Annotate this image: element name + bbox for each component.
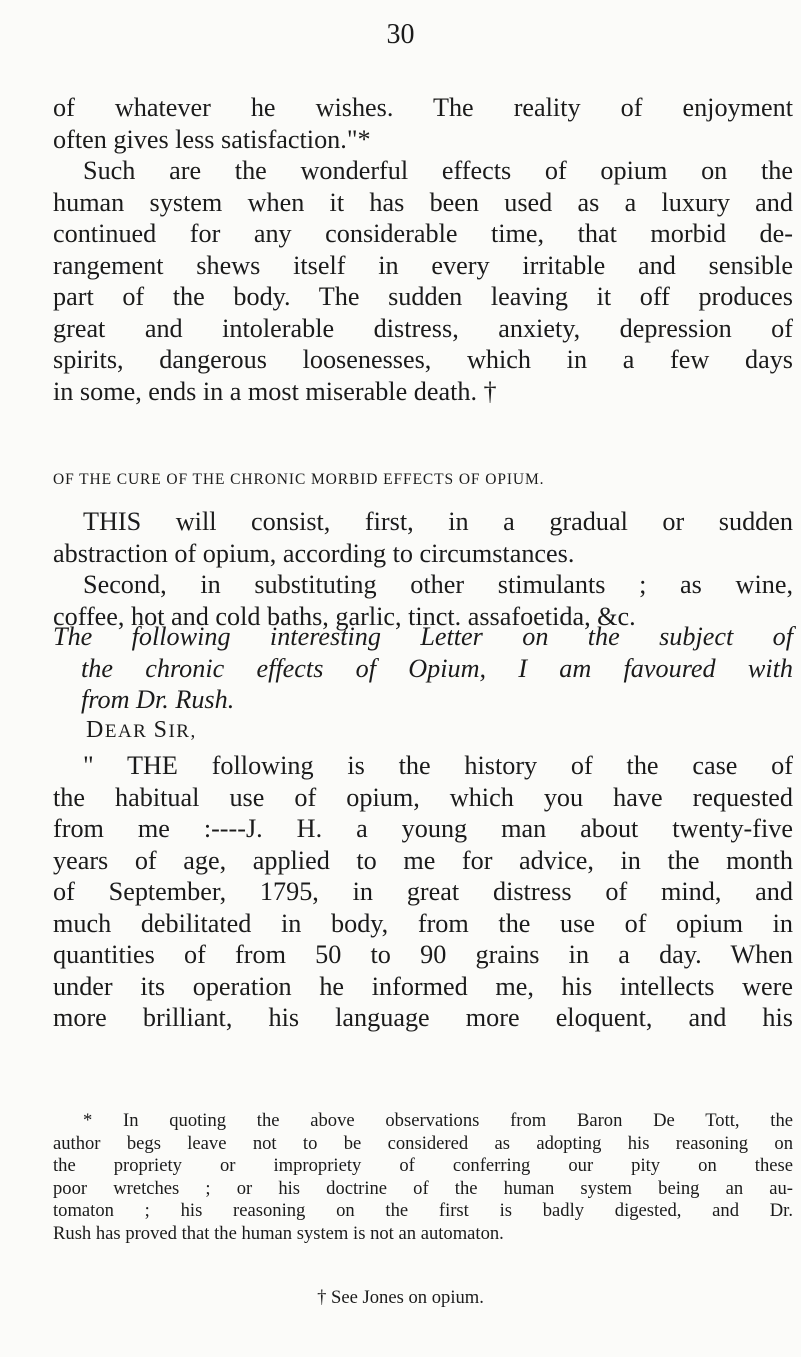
text-line: in some, ends in a most miserable death. † bbox=[53, 376, 497, 406]
text-line: much debilitated in body, from the use of opium in bbox=[53, 908, 793, 938]
text-line: Second, in substituting other stimulants ; as wine, bbox=[83, 570, 793, 599]
text-line: Such are the wonderful effects of opium on the bbox=[83, 156, 793, 185]
salutation-initial: S bbox=[153, 717, 169, 743]
salutation-rest: IR, bbox=[168, 721, 197, 742]
footnote-line: the propriety or impropriety of conferring our pity on these bbox=[53, 1155, 793, 1176]
text-line: great and intolerable distress, anxiety, depression of bbox=[53, 313, 793, 343]
section-heading: OF THE CURE OF THE CHRONIC MORBID EFFECTS OF OPIUM. bbox=[53, 471, 545, 488]
text-line: often gives less satisfaction."* bbox=[53, 124, 371, 154]
footnote-line: tomaton ; his reasoning on the first is badly digested, and Dr. bbox=[53, 1200, 793, 1221]
salutation-initial: D bbox=[86, 717, 105, 743]
paragraph-cure-first bbox=[53, 506, 793, 569]
text-line: of September, 1795, in great distress of mind, and bbox=[53, 877, 793, 906]
letter-salutation bbox=[86, 718, 197, 744]
text-line: the chronic effects of Opium, I am favoured with bbox=[81, 653, 793, 683]
text-line: rangement shews itself in every irritable and sensible bbox=[53, 250, 793, 280]
text-line: The following interesting Letter on the subject of bbox=[53, 622, 793, 651]
footnote-dagger: † See Jones on opium. bbox=[317, 1287, 484, 1308]
footnote-line: author begs leave not to be considered as adopting his reasoning on bbox=[53, 1132, 793, 1154]
salutation-rest: EAR bbox=[104, 721, 148, 742]
letter-introduction bbox=[53, 621, 793, 716]
text-line: from me :----J. H. a young man about twenty-five bbox=[53, 814, 793, 843]
text-line: of whatever he wishes. The reality of enjoyment bbox=[53, 93, 793, 122]
text-line: from Dr. Rush. bbox=[81, 685, 235, 714]
footnote-line: Rush has proved that the human system is not an automaton. bbox=[53, 1222, 504, 1244]
text-line: continued for any considerable time, that morbid de- bbox=[53, 219, 793, 248]
text-line: quantities of from 50 to 90 grains in a day. When bbox=[53, 940, 793, 969]
text-line: abstraction of opium, according to circumstances. bbox=[53, 538, 575, 568]
text-line: " THE following is the history of the case of bbox=[83, 751, 793, 780]
text-line: more brilliant, his language more eloquent, and his bbox=[53, 1003, 793, 1032]
text-line: under its operation he informed me, his intellects were bbox=[53, 971, 793, 1001]
text-line: the habitual use of opium, which you have requested bbox=[53, 782, 793, 812]
text-line: spirits, dangerous loosenesses, which in a few days bbox=[53, 345, 793, 374]
paragraph-continuation bbox=[53, 92, 793, 155]
text-line: human system when it has been used as a luxury and bbox=[53, 187, 793, 217]
text-line: years of age, applied to me for advice, in the month bbox=[53, 845, 793, 875]
footnote-line: * In quoting the above observations from Baron De Tott, the bbox=[83, 1110, 793, 1131]
text-line: THIS will consist, first, in a gradual or sudden bbox=[83, 507, 793, 536]
text-line: coffee, hot and cold baths, garlic, tinct. assafoetida, &c. bbox=[53, 601, 636, 631]
paragraph-effects-of-opium bbox=[53, 155, 793, 407]
footnote-asterisk bbox=[53, 1110, 793, 1245]
footnote-line: poor wretches ; or his doctrine of the human system being an au- bbox=[53, 1177, 793, 1199]
page-number: 30 bbox=[386, 19, 415, 50]
text-line: part of the body. The sudden leaving it off produces bbox=[53, 282, 793, 311]
letter-body bbox=[53, 750, 793, 1034]
